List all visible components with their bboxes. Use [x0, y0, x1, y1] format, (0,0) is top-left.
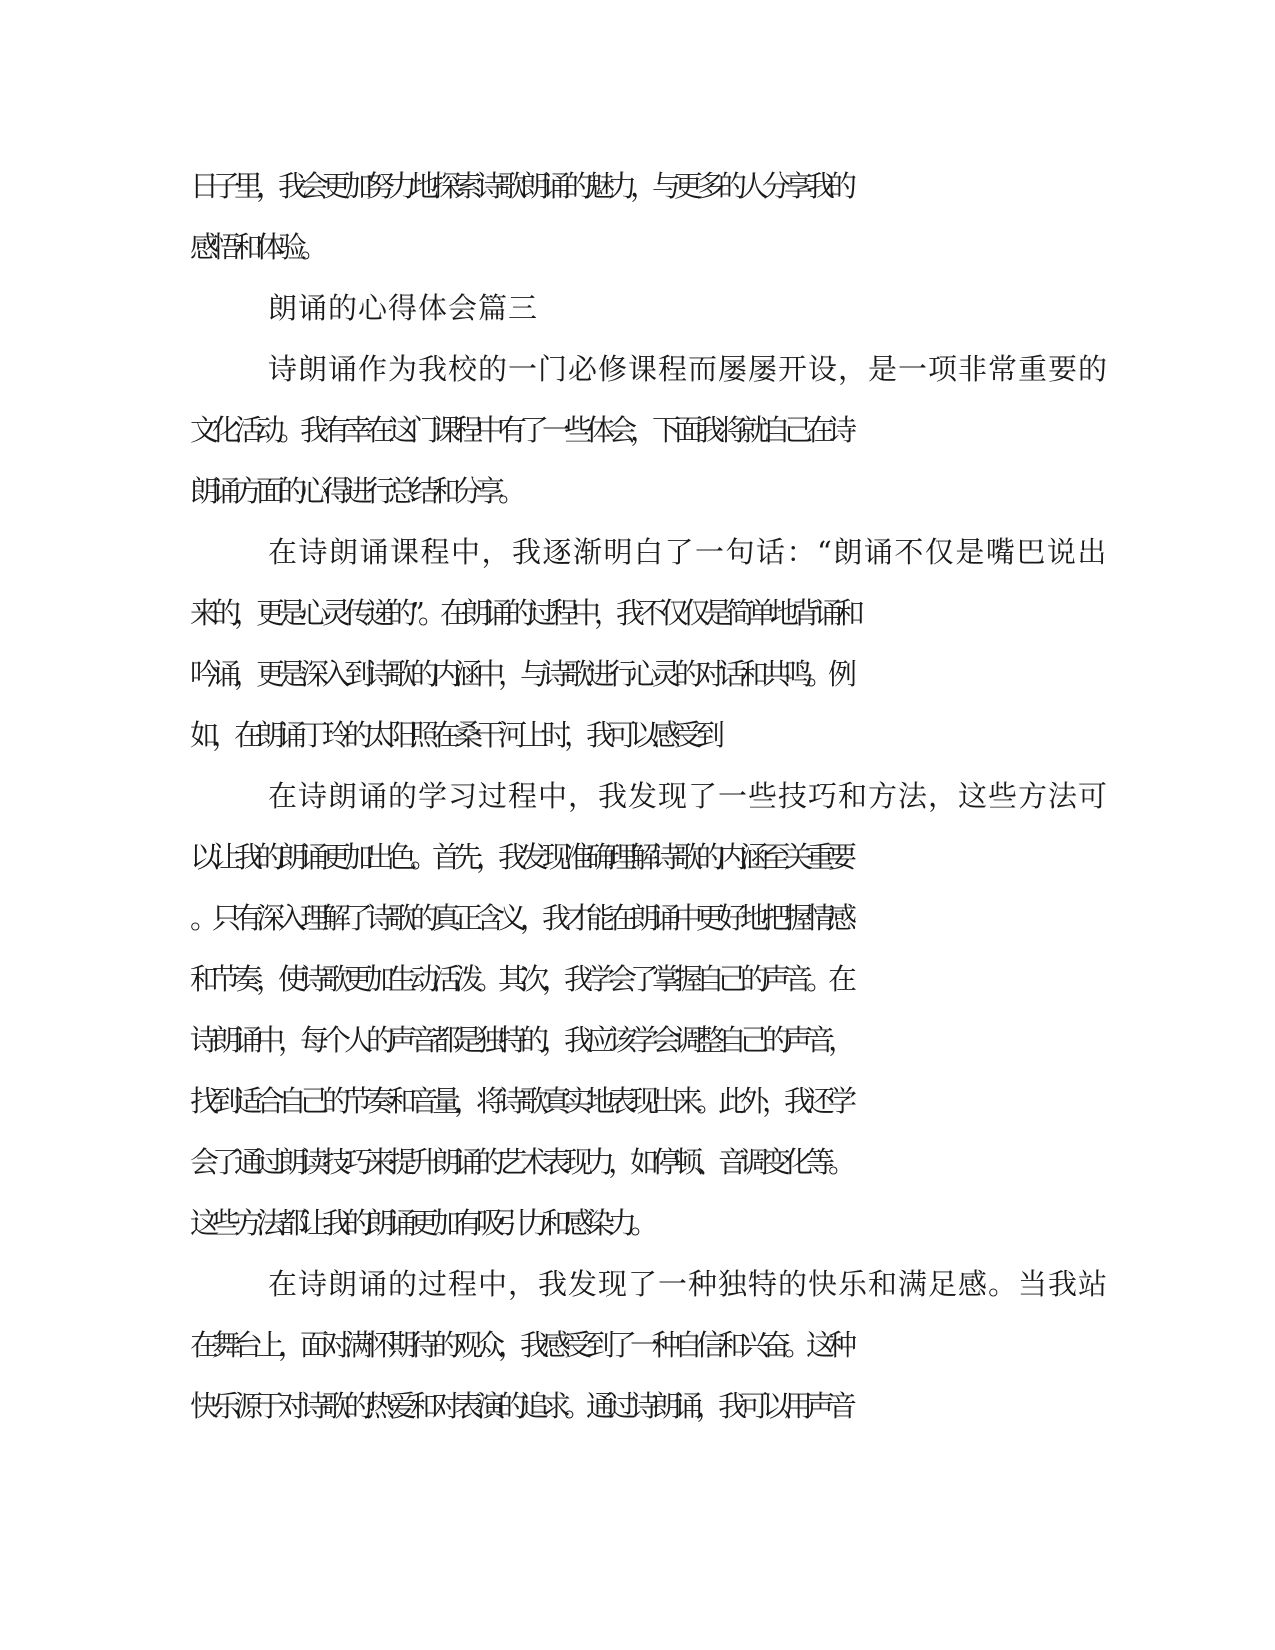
text-line: 快乐源于对诗歌的热爱和对表演的追求。通过诗朗诵，我可以用声音	[190, 1389, 851, 1423]
text-line: 吟诵，更是深入到诗歌的内涵中，与诗歌进行心灵的对话和共鸣。例	[190, 657, 851, 691]
text-line: 会了通过朗读技巧来提升朗诵的艺术表现力，如停顿、音调变化等。	[190, 1145, 851, 1179]
text-line: 在舞台上，面对满怀期待的观众，我感受到了一种自信和兴奋。这种	[190, 1328, 851, 1362]
section-heading: 朗诵的心得体会篇三	[268, 291, 539, 325]
text-line: 找到适合自己的节奏和音量，将诗歌真实地表现出来。此外，我还学	[190, 1084, 851, 1118]
text-line: 感悟和体验。	[190, 230, 323, 264]
text-line: 和节奏，使诗歌更加生动活泼。其次，我学会了掌握自己的声音。在	[190, 962, 851, 996]
text-line: 来的，更是心灵传递的”。在朗诵的过程中，我不仅仅是简单地背诵和	[190, 596, 858, 630]
text-line: 这些方法都让我的朗诵更加有吸引力和感染力。	[190, 1206, 653, 1240]
text-line: 在诗朗诵课程中，我逐渐明白了一句话：“朗诵不仅是嘴巴说出	[268, 535, 1108, 569]
text-line: 日子里，我会更加努力地探索诗歌朗诵的魅力，与更多的人分享我的	[190, 169, 851, 203]
text-line: 朗诵方面的心得进行总结和分享。	[190, 474, 521, 508]
text-line: 如，在朗诵丁玲的太阳照在桑干河上时，我可以感受到	[190, 718, 719, 752]
text-line: 在诗朗诵的学习过程中，我发现了一些技巧和方法，这些方法可	[268, 779, 1109, 813]
text-line: 。只有深入理解了诗歌的真正含义，我才能在朗诵中更好地把握情感	[190, 901, 851, 935]
text-line: 诗朗诵作为我校的一门必修课程而屡屡开设，是一项非常重要的	[268, 352, 1109, 386]
text-line: 诗朗诵中，每个人的声音都是独特的，我应该学会调整自己的声音，	[190, 1023, 851, 1057]
text-line: 在诗朗诵的过程中，我发现了一种独特的快乐和满足感。当我站	[268, 1267, 1109, 1301]
text-line: 以让我的朗诵更加出色。首先，我发现准确理解诗歌的内涵至关重要	[190, 840, 851, 874]
document-body	[190, 156, 1109, 1437]
text-line: 文化活动。我有幸在这门课程中有了一些体会，下面我将就自己在诗	[190, 413, 851, 447]
